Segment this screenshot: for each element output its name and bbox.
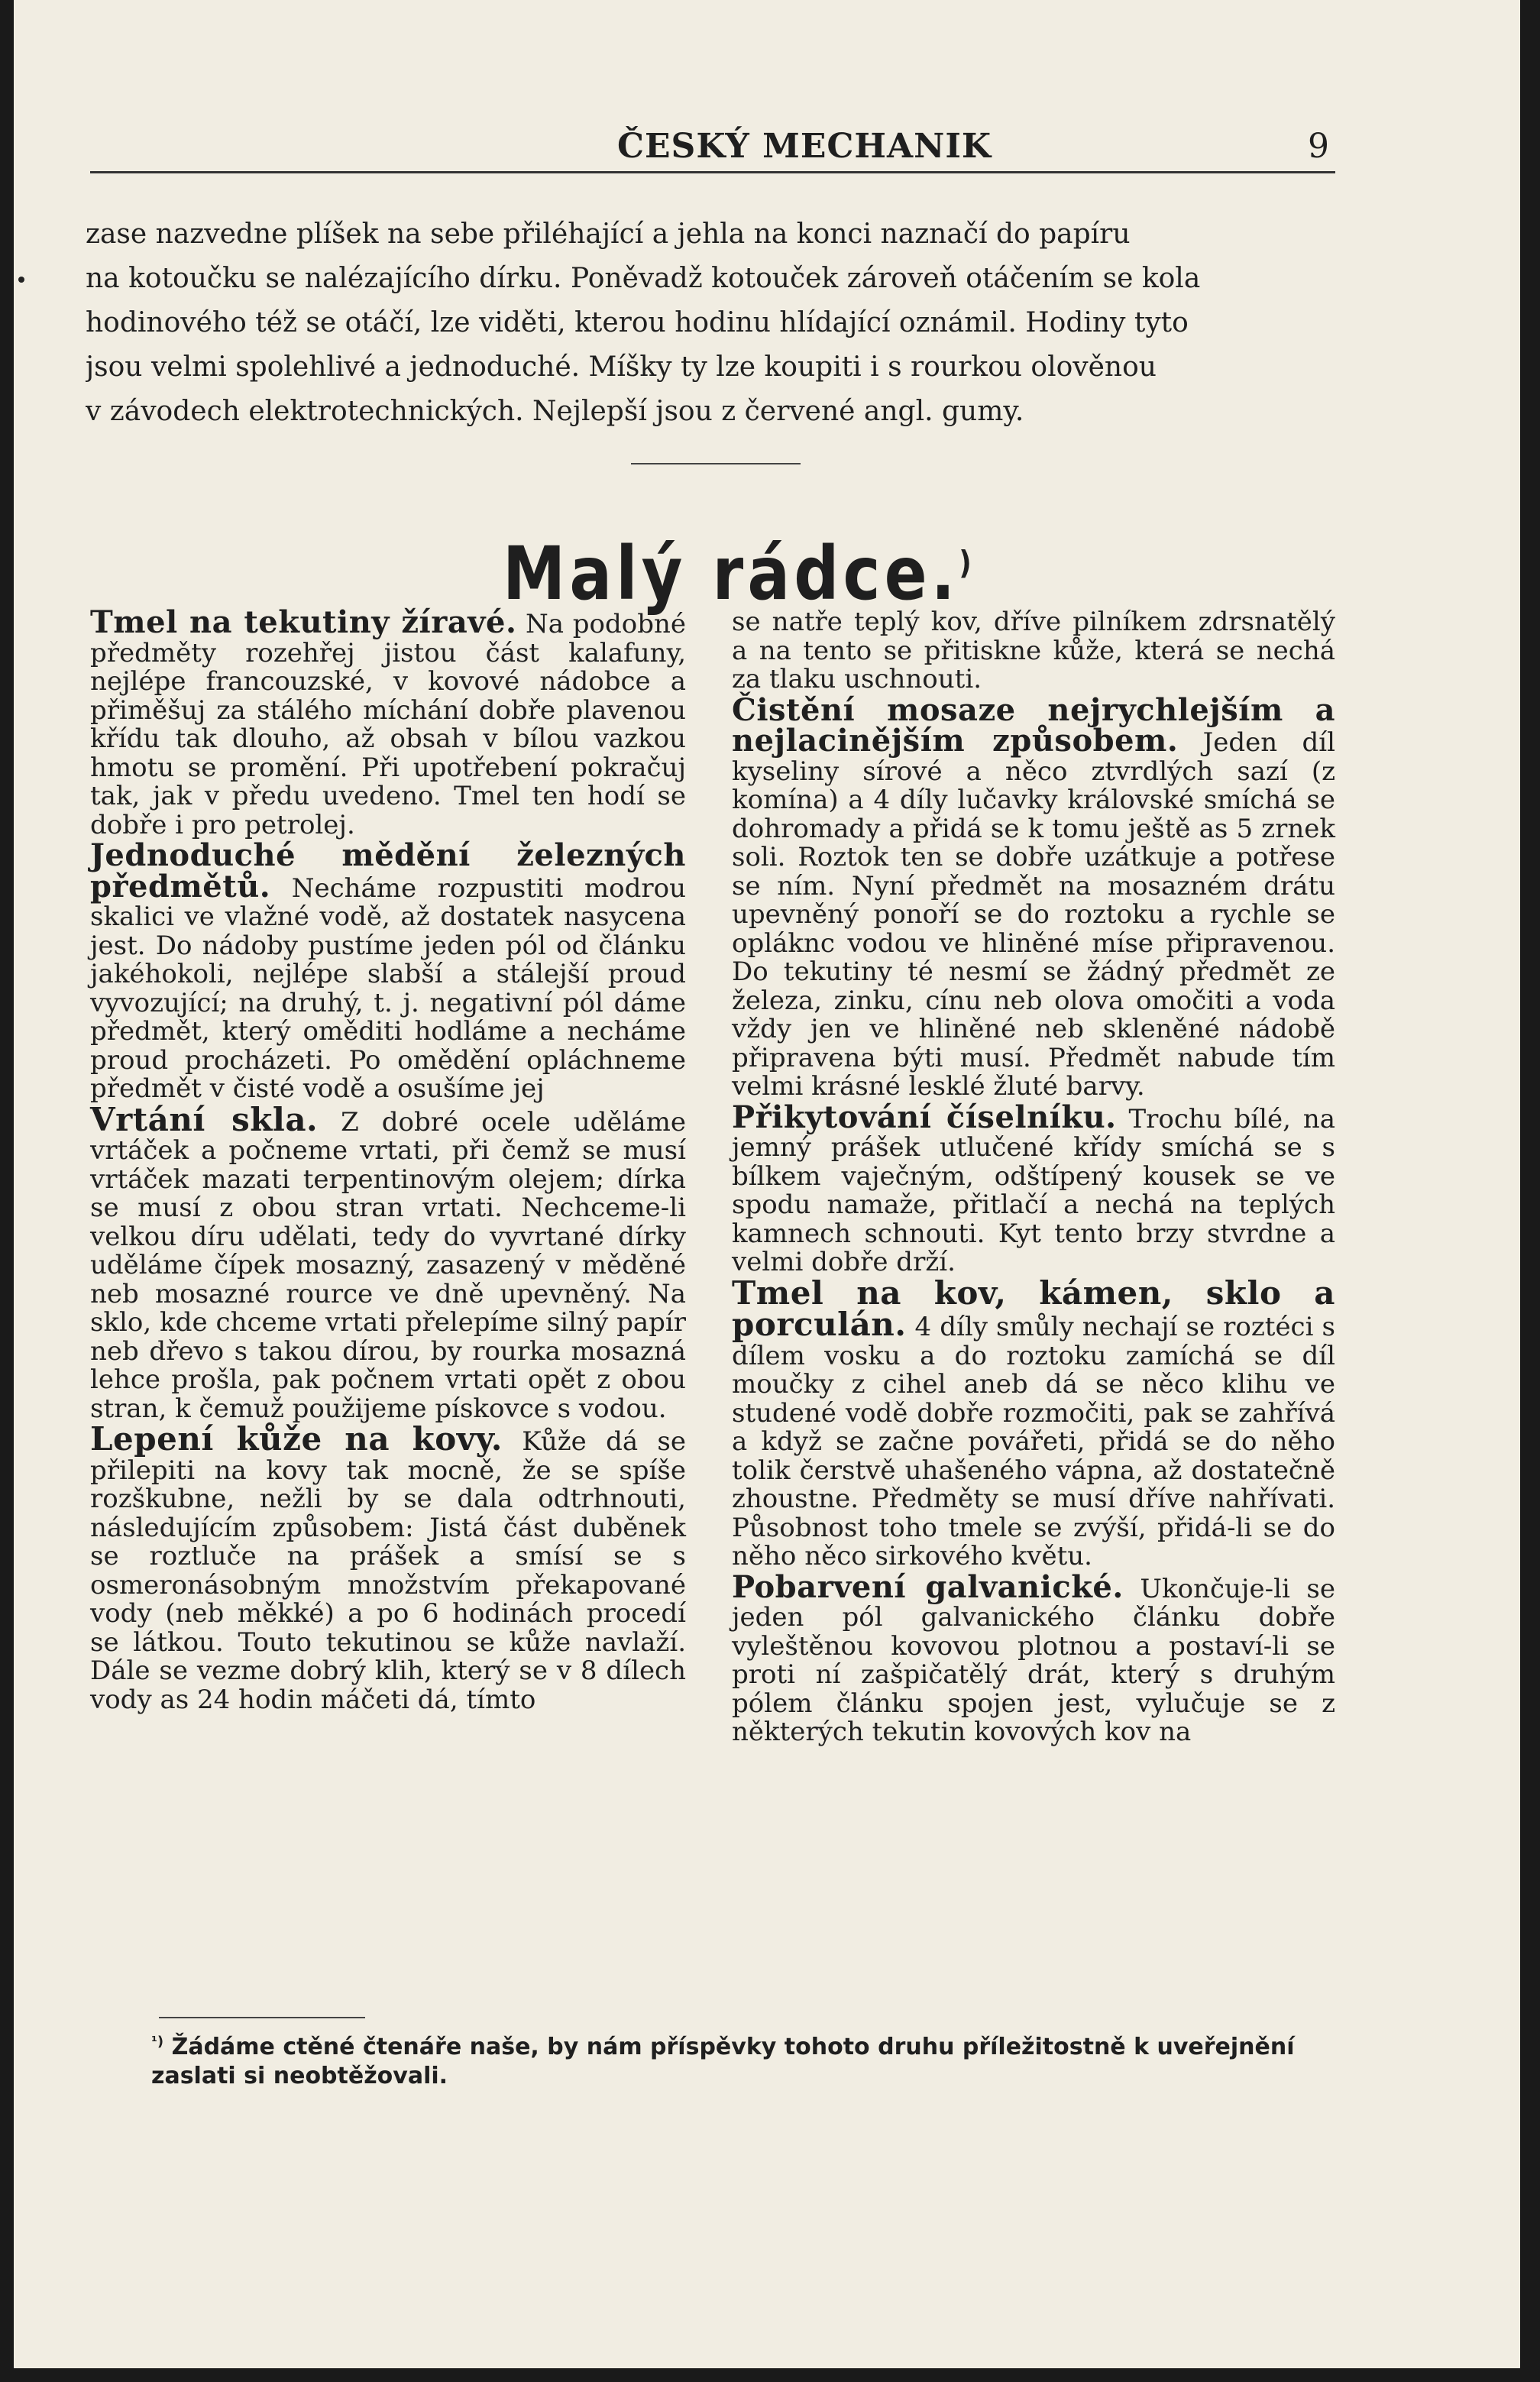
article-heading: Lepení kůže na kovy.	[90, 1420, 503, 1458]
article-text: 4 díly smůly nechají se roztéci s dílem vosku a do roztoku zamíchá se díl moučky z cihel aneb dá se něco klihu ve studené vodě dobře rozmočiti, pak se zahřívá a když se začne povářeti, přidá se do něho tolik čerstvě uhašeného vápna, až dostatečně zhoustne. Předměty se musí dříve nahřívati. Působnost toho tmele se zvýší, přidá-li se do něho něco sirkového květu.	[732, 1312, 1335, 1571]
article	[732, 1099, 1335, 1277]
article-text: Ukončuje-li se jeden pól galvanického článku dobře vyleštěnou kovovou plotnou a postaví-li se proti ní zašpičatělý drát, který s druhým pólem článku spojen jest, vylučuje se z některých tekutin kovových kov na	[732, 1573, 1335, 1747]
article-heading: Tmel na kov, kámen, sklo a porculán.	[732, 1274, 1335, 1343]
intro-line: v závodech elektrotechnických. Nejlepší jsou z červené angl. gumy.	[86, 396, 1024, 427]
intro-paragraph	[86, 212, 1338, 434]
article-heading: Pobarvení galvanické.	[732, 1568, 1124, 1605]
footnote	[151, 2028, 1343, 2091]
article	[90, 1420, 686, 1715]
intro-line: hodinového též se otáčí, lze viděti, kterou hodinu hlídající oznámil. Hodiny tyto	[86, 307, 1189, 338]
footnote-rule	[159, 2017, 365, 2018]
article-text: Trochu bílé, na jemný prášek utlučené křídy smíchá se s bílkem vaječným, odštípený kousek se ve spodu namaže, přitlačí a nechá na teplých kamnech schnouti. Kyt tento brzy stvrdne a velmi dobře drží.	[732, 1103, 1335, 1277]
journal-title: ČESKÝ MECHANIK	[617, 127, 992, 166]
article-text: Jeden díl kyseliny sírové a něco ztvrdlých sazí (z komína) a 4 díly lučavky královské smíchá se dohromady a přidá se k tomu ještě as 5 zrnek soli. Roztok ten se dobře uzátkuje a potřese se ním. Nyní předmět na mosazném drátu upevněný ponoří se do roztoku a rychle se opláknc vodou ve hliněné míse připravenou. Do tekutiny té nesmí se žádný předmět ze železa, zinku, cínu neb olova omočiti a voda vždy jen ve hliněné neb skleněné nádobě připravena býti musí. Předmět nabude tím velmi krásné lesklé žluté barvy.	[732, 727, 1335, 1102]
intro-line: na kotoučku se nalézajícího dírku. Poněvadž kotouček zároveň otáčením se kola	[86, 263, 1201, 294]
article-heading: Přikytování číselníku.	[732, 1099, 1117, 1135]
left-column	[90, 604, 687, 1716]
article	[732, 1568, 1335, 1747]
ink-speck	[18, 277, 24, 283]
article	[90, 604, 687, 840]
intro-line: jsou velmi spolehlivé a jednoduché. Míšky ty lze koupiti i s rourkou olověnou	[86, 351, 1157, 383]
section-footnote-mark: )	[959, 544, 972, 581]
right-column	[732, 608, 1335, 1749]
scanned-page	[14, 0, 1520, 2368]
intro-line: zase nazvedne plíšek na sebe přiléhající a jehla na konci naznačí do papíru	[86, 218, 1131, 250]
article-heading: Čistění mosaze nejrychlejším a nejlacinějším způsobem.	[732, 691, 1335, 759]
article-heading: Jednoduché mědění železných předmětů.	[90, 837, 686, 905]
article	[90, 1100, 686, 1424]
article	[90, 837, 686, 1104]
running-header	[90, 122, 1335, 173]
page-number: 9	[1308, 127, 1329, 166]
footnote-mark: ¹)	[151, 2034, 164, 2050]
article	[732, 691, 1335, 1102]
article-heading: Vrtání skla.	[90, 1100, 319, 1138]
section-divider	[631, 463, 801, 464]
article-continuation: se natře teplý kov, dříve pilníkem zdrsnatělý a na tento se přitiskne kůže, která se nechá za tlaku uschnouti.	[732, 607, 1335, 694]
article	[732, 1274, 1335, 1571]
section-title-text: Malý rádce.	[503, 531, 959, 617]
article-text: Necháme rozpustiti modrou skalici ve vlažné vodě, až dostatek nasycena jest. Do nádoby pustíme jeden pól od článku jakéhokoli, nejlépe slabší a stálejší proud vyvozující; na druhý, t. j. negativní pól dáme předmět, který oměditi hodláme a necháme proud procházeti. Po omědění opláchneme předmět v čisté vodě a osušíme jej	[90, 872, 686, 1104]
article-text: Kůže dá se přilepiti na kovy tak mocně, že se spíše rozškubne, nežli by se dala odtrhnouti, následujícím způsobem: Jistá část duběnek se roztluče na prášek a smísí se s osmeronásobným množstvím překapované vody (neb měkké) a po 6 hodinách procedí se látkou. Touto tekutinou se kůže navlaží. Dále se vezme dobrý klih, který se v 8 dílech vody as 24 hodin máčeti dá, tímto	[90, 1426, 686, 1715]
section-title	[503, 521, 972, 616]
article-heading: Tmel na tekutiny žíravé.	[90, 604, 517, 640]
article-text: Na podobné předměty rozehřej jistou část kalafuny, nejlépe francouzské, v kovové nádobce a přiměšuj za stálého míchání dobře plavenou křídu tak dlouho, až obsah v bílou vazkou hmotu se promění. Při upotřebení pokračuj tak, jak v předu uvedeno. Tmel ten hodí se dobře i pro petrolej.	[90, 609, 687, 840]
article-text: Z dobré ocele uděláme vrtáček a počneme vrtati, při čemž se musí vrtáček mazati terpentinovým olejem; dírka se musí z obou stran vrtati. Nechceme-li velkou díru udělati, tedy do vyvrtané dírky uděláme čípek mosazný, zasazený v měděné neb mosazné rource ve dně upevněný. Na sklo, kde chceme vrtati přelepíme silný papír neb dřevo s takou dírou, by rourka mosazná lehce prošla, pak počnem vrtati opět z obou stran, k čemuž použijeme pískovce s vodou.	[90, 1106, 686, 1424]
footnote-text: Žádáme ctěné čtenáře naše, by nám příspěvky tohoto druhu příležitostně k uveřejnění zaslati si neobtěžovali.	[151, 2034, 1295, 2089]
